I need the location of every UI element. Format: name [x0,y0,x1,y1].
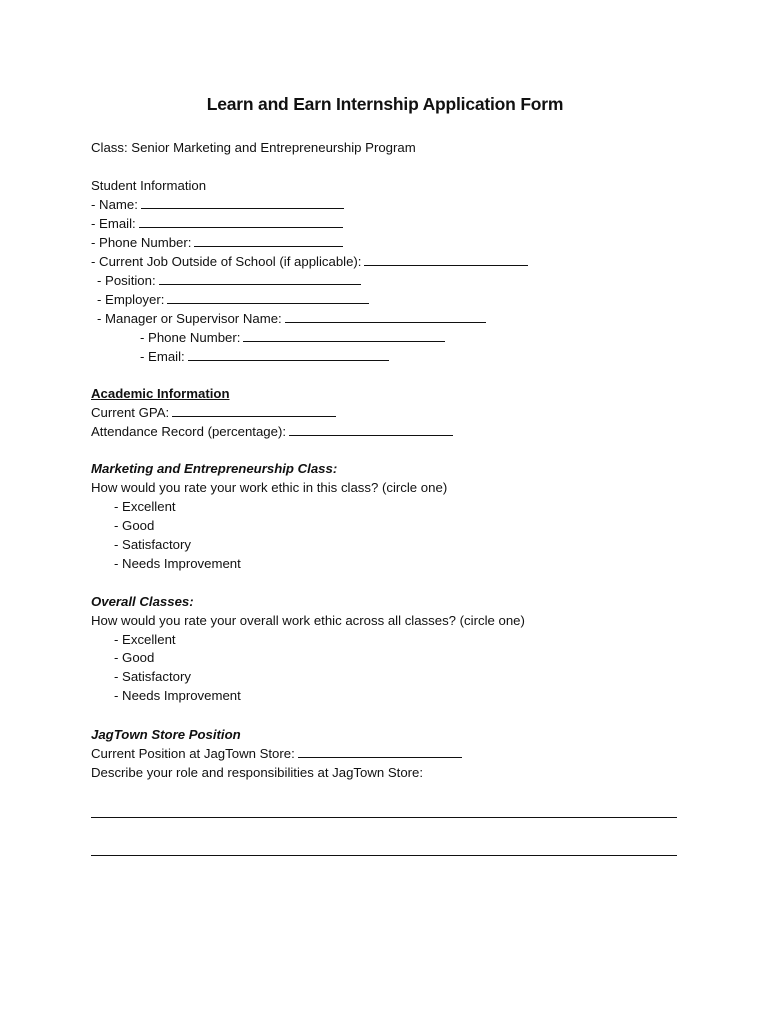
overall-option-satisfactory[interactable]: - Satisfactory [114,669,191,684]
overall-option-good[interactable]: - Good [114,650,155,665]
jagtown-position-label: Current Position at JagTown Store: [91,746,295,761]
manager-phone-row [140,329,445,347]
jagtown-position-blank[interactable] [298,745,462,758]
student-info-heading: Student Information [91,178,207,193]
gpa-blank[interactable] [172,404,336,417]
email-label: - Email: [91,216,136,231]
job-blank[interactable] [364,253,528,266]
overall-classes-heading: Overall Classes: [91,594,194,609]
manager-phone-label: - Phone Number: [140,330,241,345]
marketing-option-good[interactable]: - Good [114,518,155,533]
email-blank[interactable] [139,215,343,228]
job-label: - Current Job Outside of School (if applicable): [91,254,362,269]
attendance-label: Attendance Record (percentage): [91,424,286,439]
academic-info-heading: Academic Information [91,386,230,401]
phone-blank[interactable] [194,234,343,247]
describe-answer-line-1[interactable] [91,817,677,818]
manager-label: - Manager or Supervisor Name: [97,311,282,326]
phone-row [91,234,343,252]
page-title: Learn and Earn Internship Application Form [206,94,564,114]
manager-blank[interactable] [285,310,486,323]
attendance-row [91,423,453,441]
jagtown-heading: JagTown Store Position [91,727,241,742]
position-row [97,272,361,290]
overall-option-needs-improvement[interactable]: - Needs Improvement [114,688,241,703]
jagtown-position-row [91,745,462,763]
employer-blank[interactable] [167,291,369,304]
name-blank[interactable] [141,196,344,209]
phone-label: - Phone Number: [91,235,192,250]
email-row [91,215,343,233]
marketing-option-excellent[interactable]: - Excellent [114,499,176,514]
manager-email-label: - Email: [140,349,185,364]
gpa-row [91,404,336,422]
job-row [91,253,528,271]
name-label: - Name: [91,197,138,212]
marketing-option-satisfactory[interactable]: - Satisfactory [114,537,191,552]
gpa-label: Current GPA: [91,405,170,420]
overall-option-excellent[interactable]: - Excellent [114,632,176,647]
jagtown-describe-label: Describe your role and responsibilities at JagTown Store: [91,765,424,780]
position-label: - Position: [97,273,156,288]
class-line: Class: Senior Marketing and Entrepreneurship Program [91,140,416,155]
marketing-option-needs-improvement[interactable]: - Needs Improvement [114,556,241,571]
position-blank[interactable] [159,272,361,285]
name-row [91,196,344,214]
manager-email-blank[interactable] [188,348,389,361]
employer-row [97,291,369,309]
manager-row [97,310,486,328]
overall-question: How would you rate your overall work ethic across all classes? (circle one) [91,613,525,628]
manager-phone-blank[interactable] [243,329,445,342]
employer-label: - Employer: [97,292,165,307]
describe-answer-line-2[interactable] [91,855,677,856]
manager-email-row [140,348,389,366]
marketing-question: How would you rate your work ethic in this class? (circle one) [91,480,448,495]
marketing-class-heading: Marketing and Entrepreneurship Class: [91,461,338,476]
attendance-blank[interactable] [289,423,453,436]
